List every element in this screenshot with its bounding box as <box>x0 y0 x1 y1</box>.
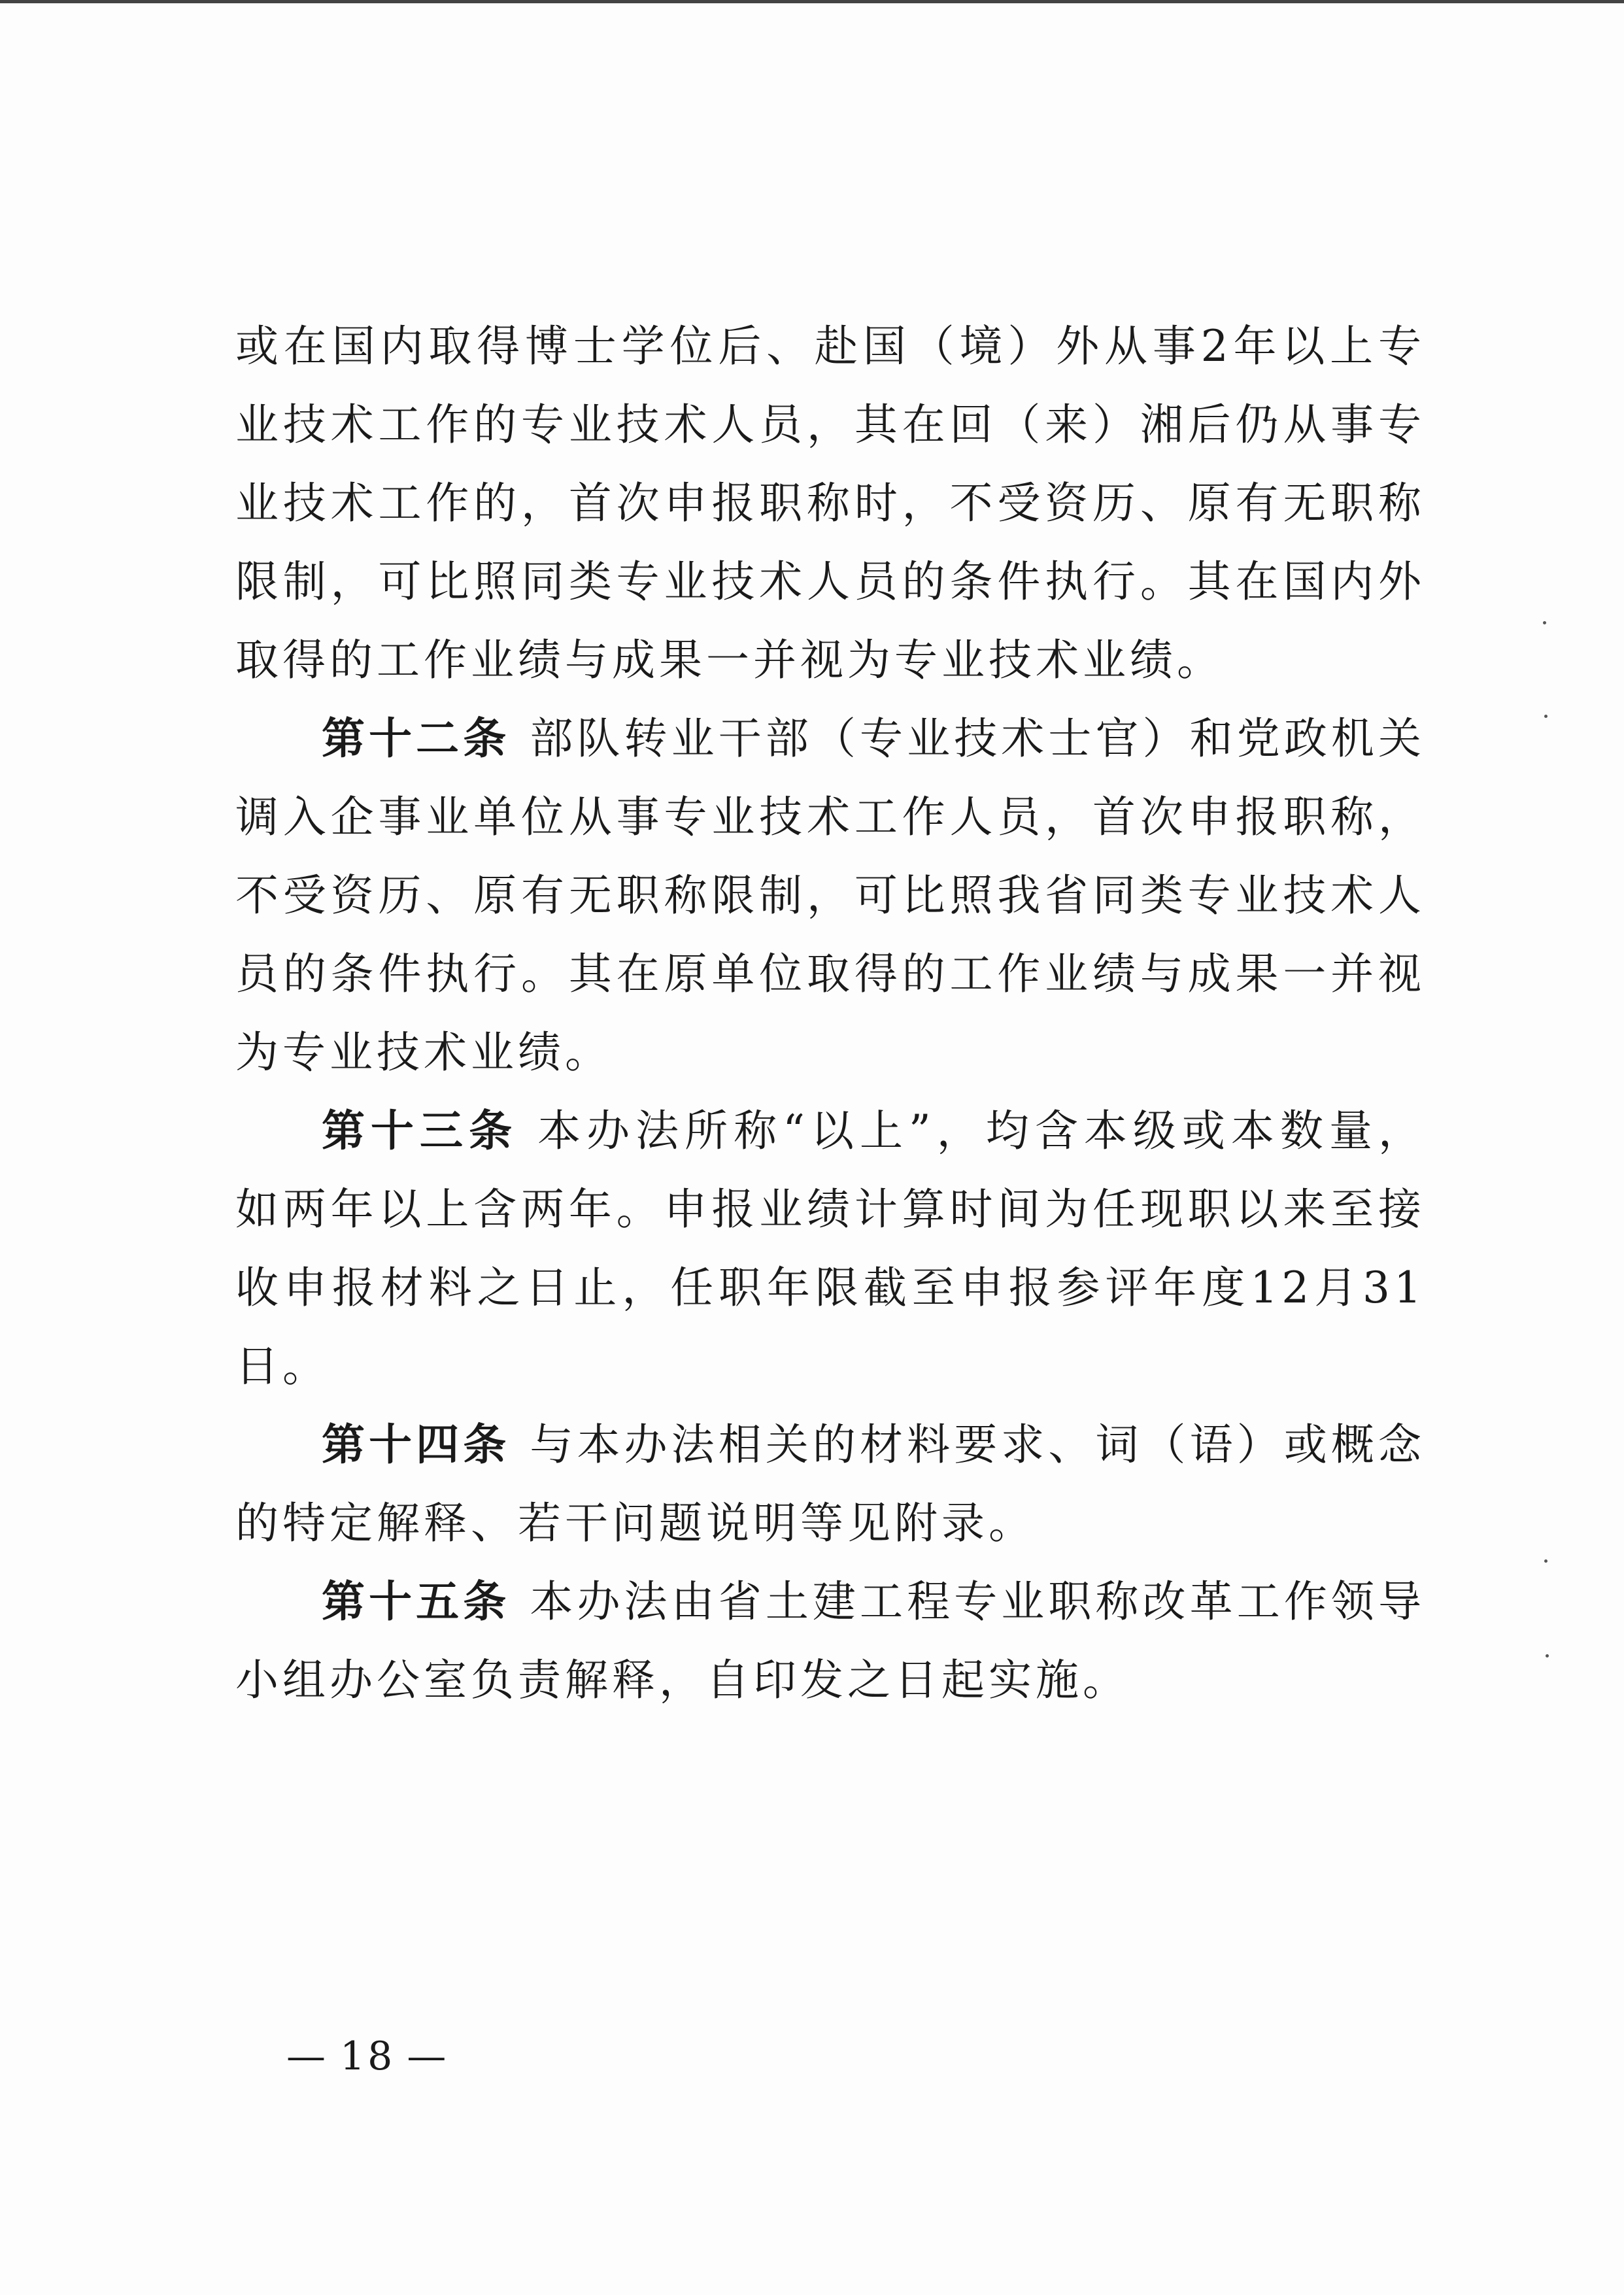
paragraph-text: 与本办法相关的材料要求、词（语）或概念的特定解释、若干问题说明等见附录。 <box>235 1420 1426 1548</box>
paragraph-text: 本办法由省土建工程专业职称改革工作领导小组办公室负责解释，自印发之日起实施。 <box>235 1576 1426 1705</box>
footer-dash-left: — <box>286 2033 328 2079</box>
article-12 <box>235 700 1425 1092</box>
paragraph-text: 本办法所称“以上”，均含本级或本数量，如两年以上含两年。申报业绩计算时间为任现职以来至接收申报材料之日止，任职年限截至申报参评年度12月31日。 <box>235 1106 1425 1391</box>
paragraph-text: 或在国内取得博士学位后、赴国（境）外从事2年以上专业技术工作的专业技术人员，其在回（来）湘后仍从事专业技术工作的，首次申报职称时，不受资历、原有无职称限制，可比照同类专业技术人员的条件执行。其在国内外取得的工作业绩与成果一并视为专业技术业绩。 <box>235 321 1425 685</box>
article-14 <box>235 1406 1425 1563</box>
scan-speck <box>1544 715 1548 718</box>
document-body <box>235 307 1425 1720</box>
article-13 <box>235 1092 1425 1406</box>
article-number: 第十五条 <box>322 1576 511 1627</box>
footer-dash-right: — <box>407 2033 449 2079</box>
paragraph-continuation <box>235 307 1425 700</box>
article-number: 第十三条 <box>322 1106 518 1156</box>
scan-speck <box>1546 1654 1549 1658</box>
page-footer <box>275 2033 460 2079</box>
page-number: 18 <box>340 2033 396 2079</box>
scan-speck <box>1544 1559 1548 1563</box>
article-15 <box>235 1563 1425 1720</box>
paragraph-text: 部队转业干部（专业技术士官）和党政机关调入企事业单位从事专业技术工作人员，首次申报职称，不受资历、原有无职称限制，可比照我省同类专业技术人员的条件执行。其在原单位取得的工作业绩与成果一并视为专业技术业绩。 <box>235 713 1426 1078</box>
article-number: 第十四条 <box>322 1420 511 1470</box>
article-number: 第十二条 <box>322 713 511 764</box>
scan-edge <box>0 0 1624 3</box>
scan-speck <box>1543 621 1546 624</box>
